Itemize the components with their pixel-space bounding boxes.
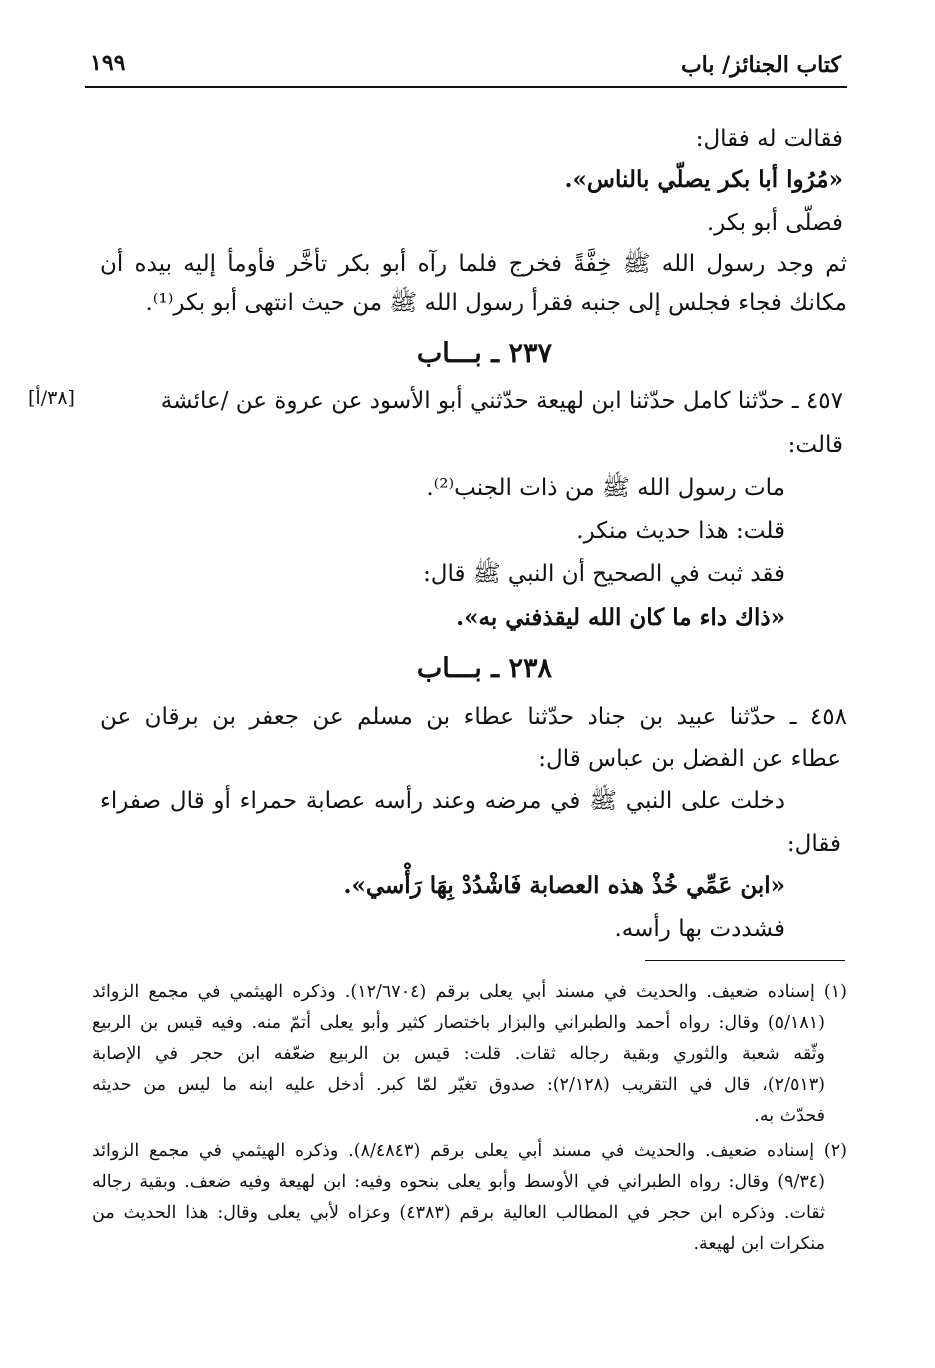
text-line: قلت: هذا حديث منكر. — [576, 518, 785, 544]
hadith-458-isnad: ٤٥٨ ـ حدّثنا عبيد بن جناد حدّثنا عطاء بن مسلم عن جعفر بن برقان عن — [100, 704, 847, 730]
footnote-1-line: فحدّث به. — [754, 1106, 825, 1126]
footnote-2-line: منكرات ابن لهيعة. — [693, 1234, 825, 1254]
hadith-457-isnad: ٤٥٧ ـ حدّثنا كامل حدّثنا ابن لهيعة حدّثني أبو الأسود عن عروة عن /عائشة — [160, 388, 843, 414]
text-line: فشددت بها رأسه. — [614, 916, 785, 942]
chapter-heading-238: ٢٣٨ ـ بـــاب — [416, 653, 552, 684]
text-line: فصلّى أبو بكر. — [706, 210, 843, 236]
hadith-quote: «مُرُوا أبا بكر يصلّي بالناس». — [564, 166, 843, 193]
footnote-2-line: (٢) إسناده ضعيف. والحديث في مسند أبي يعلى برقم (٨/٤٨٤٣). وذكره الهيثمي في مجمع الزوائد — [92, 1141, 847, 1161]
text-line: فقالت له فقال: — [695, 126, 843, 152]
text-line: ثم وجد رسول الله ﷺ خِفَّةً فخرج فلما رآه أبو بكر تأخَّر فأومأ إليه بيده أن — [100, 251, 847, 277]
text-line: عطاء عن الفضل بن عباس قال: — [538, 746, 841, 772]
text-line: مات رسول الله ﷺ من ذات الجنب⁽²⁾. — [426, 475, 785, 501]
footnote-1-line: وثّقه شعبة والثوري وبقية رجاله ثقات. قلت: قيس بن الربيع ضعّفه ابن حجر في الإصابة — [92, 1044, 825, 1064]
text-line: دخلت على النبي ﷺ في مرضه وعند رأسه عصابة حمراء أو قال صفراء — [100, 788, 785, 814]
running-header-title: كتاب الجنائز/ باب — [680, 52, 841, 78]
footnote-1-line: (٥/١٨١) وقال: رواه أحمد والطبراني والبزار باختصار كثير وأبو يعلى أتمّ منه. وفيه قيس بن الربيع — [92, 1013, 825, 1033]
page-number: ١٩٩ — [90, 50, 126, 76]
footnote-1-line: (١) إسناده ضعيف. والحديث في مسند أبي يعلى برقم (١٢/٦٧٠٤). وذكره الهيثمي في مجمع الزوائد — [92, 982, 847, 1002]
hadith-quote: «ابن عَمِّي خُذْ هذه العصابة فَاشْدُدْ بِهَا رَأْسي». — [343, 872, 785, 899]
footnote-2-line: ثقات. وذكره ابن حجر في المطالب العالية برقم (٤٣٨٣) وعزاه لأبي يعلى وقال: هذا الحديث من — [92, 1203, 826, 1223]
footnote-2-line: (٩/٣٤) وقال: رواه الطبراني في الأوسط وأبو يعلى بنحوه وفيه: ابن لهيعة وفيه ضعف. وبقية رجاله — [92, 1172, 825, 1192]
text-line: فقد ثبت في الصحيح أن النبي ﷺ قال: — [423, 561, 785, 587]
footnote-1-line: (٢/٥١٣)، قال في التقريب (٢/١٢٨): صدوق تغيّر لمّا كبر. أدخل عليه ابنه ما ليس من حديثه — [92, 1075, 825, 1095]
text-line: فقال: — [786, 831, 841, 857]
hadith-quote: «ذاك داء ما كان الله ليقذفني به». — [456, 604, 785, 631]
text-line: قالت: — [787, 432, 843, 458]
manuscript-folio-ref: [٣٨/أ] — [28, 387, 75, 409]
footnote-separator — [645, 960, 845, 961]
text-line: مكانك فجاء فجلس إلى جنبه فقرأ رسول الله ﷺ من حيث انتهى أبو بكر⁽¹⁾. — [145, 290, 847, 316]
header-rule — [85, 86, 847, 88]
chapter-heading-237: ٢٣٧ ـ بـــاب — [416, 338, 552, 369]
